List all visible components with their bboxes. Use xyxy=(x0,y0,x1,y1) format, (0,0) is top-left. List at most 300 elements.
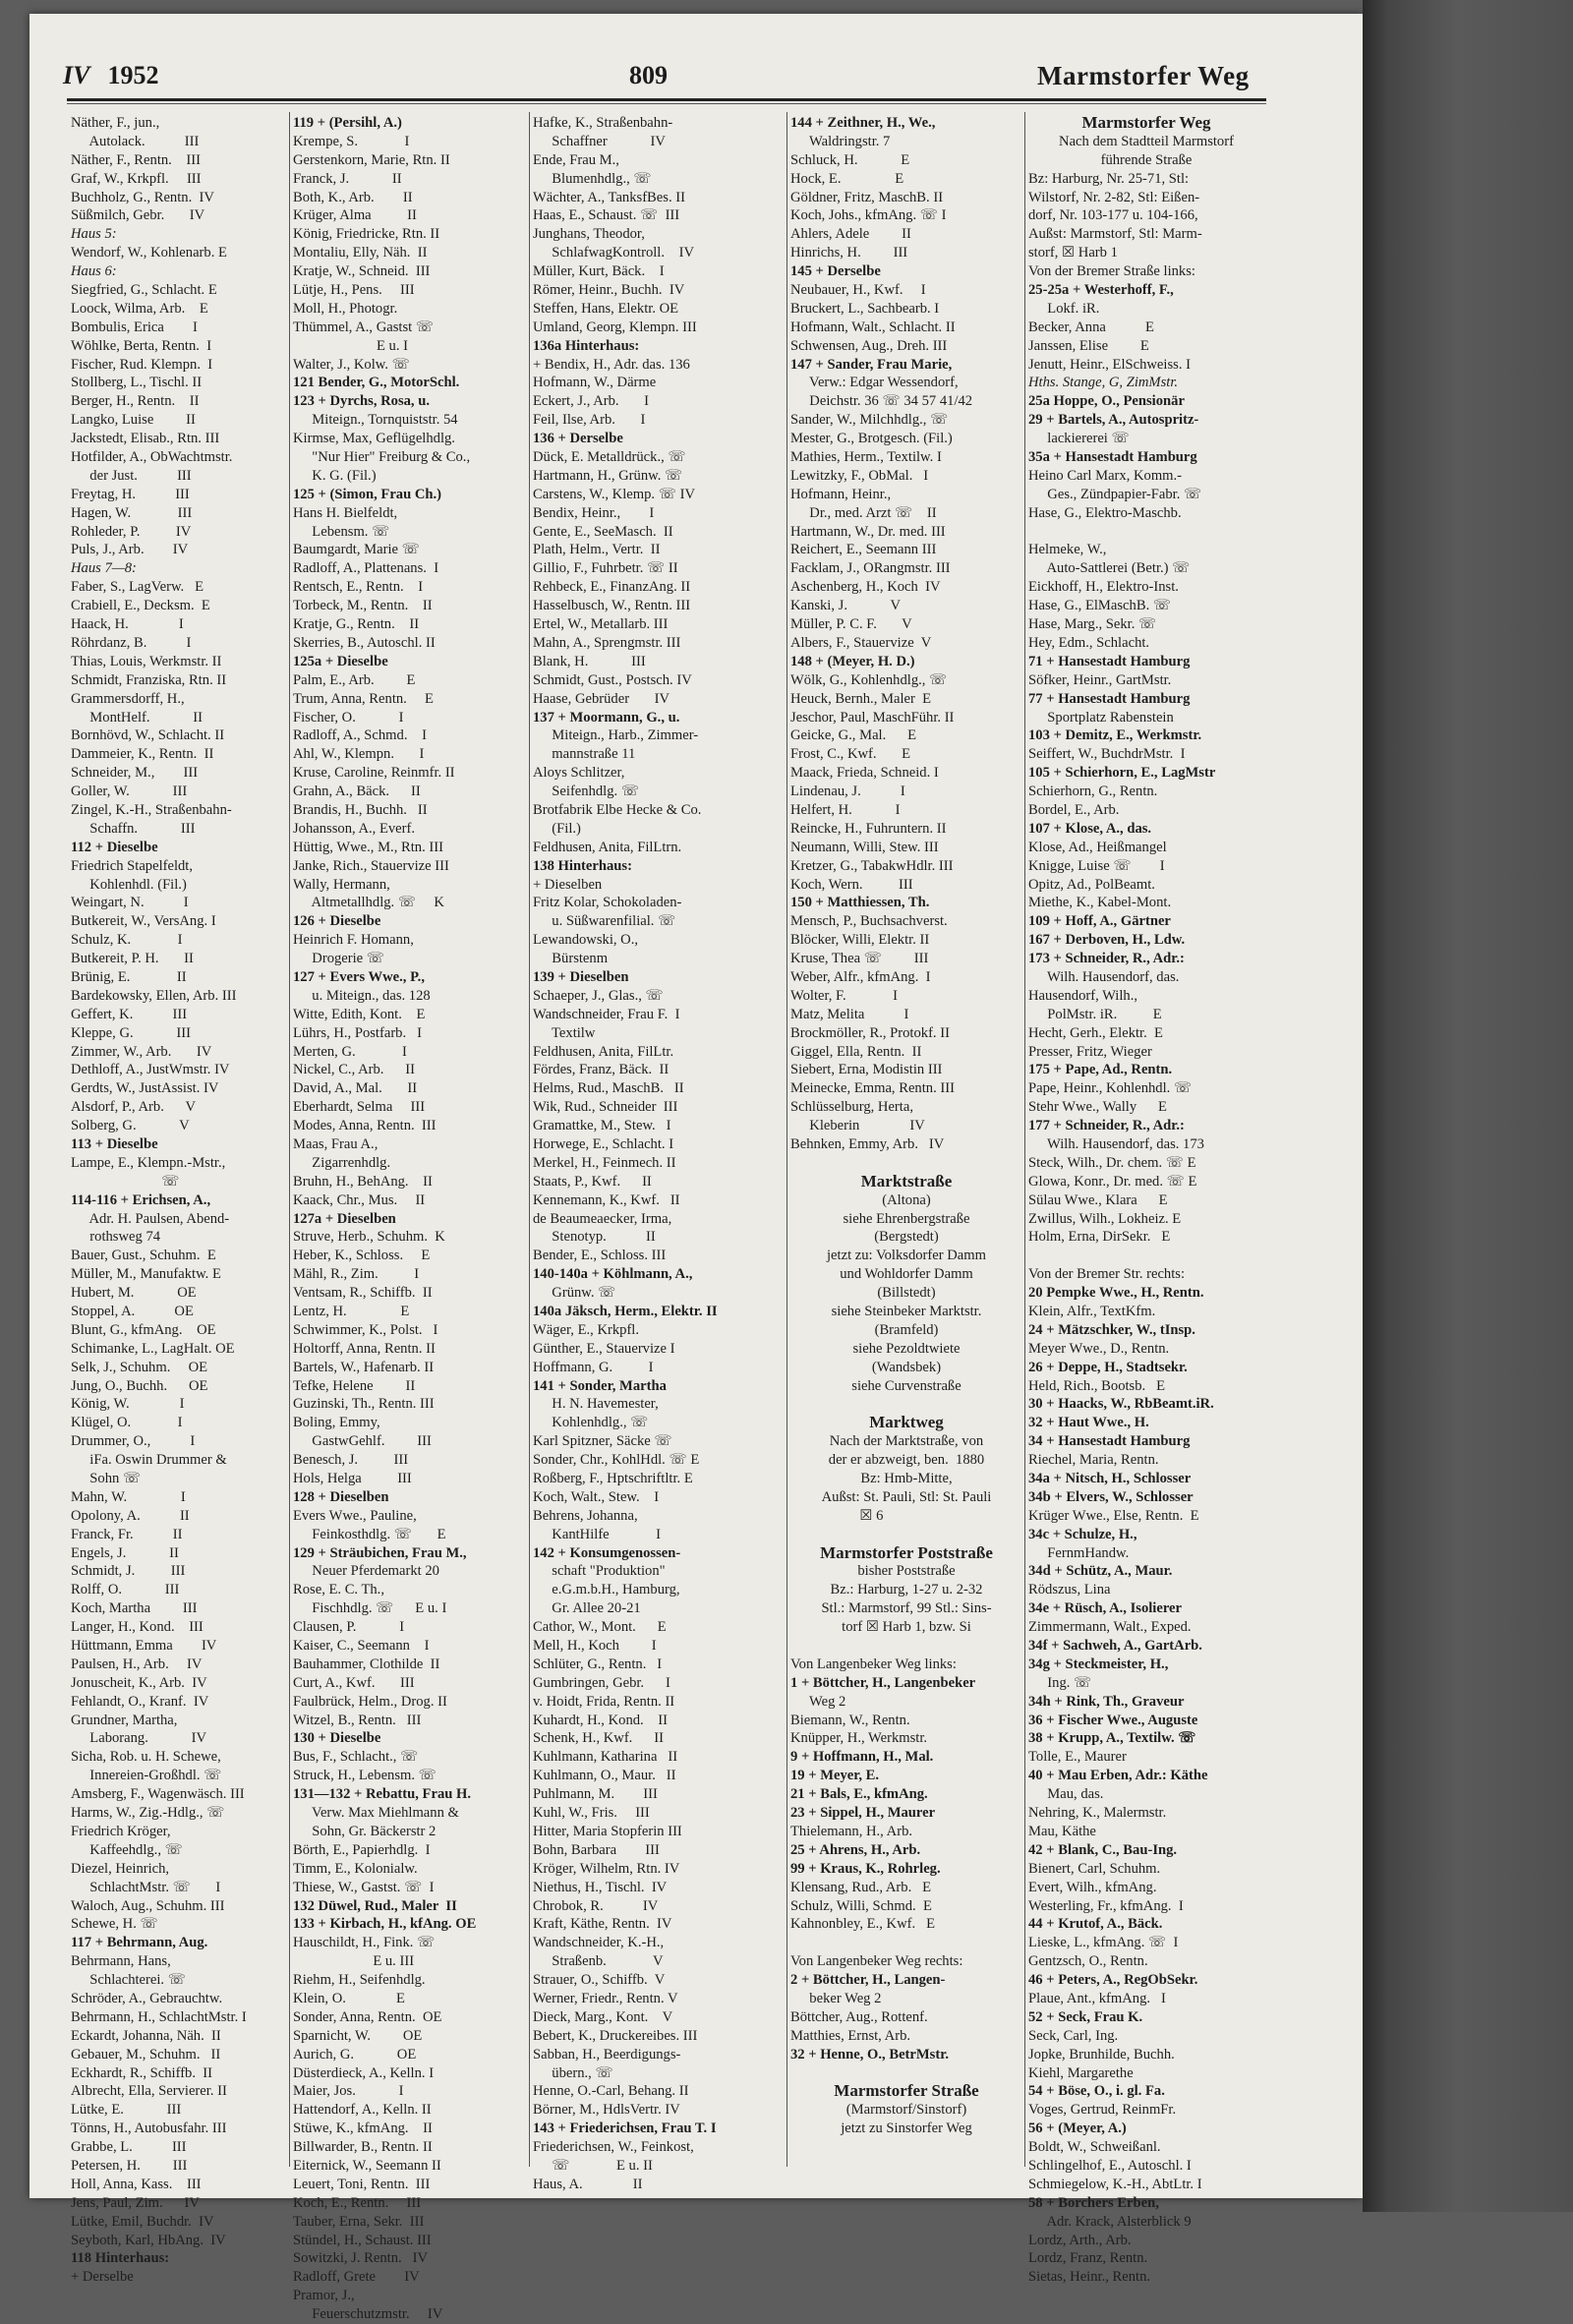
directory-line: Hofmann, W., Därme xyxy=(533,375,657,391)
directory-line: Modes, Anna, Rentn. III xyxy=(293,1118,437,1134)
directory-line: Schwensen, Aug., Dreh. III xyxy=(790,337,948,354)
directory-line: Paulsen, H., Arb. IV xyxy=(71,1656,203,1672)
directory-line: König, Friedricke, Rtn. II xyxy=(293,226,440,243)
directory-line: Janke, Rich., Stauervize III xyxy=(293,857,449,874)
directory-line: Hotfilder, A., ObWachtmstr. xyxy=(71,449,233,466)
directory-line: bisher Poststraße xyxy=(857,1563,956,1580)
directory-line: Engels, J. II xyxy=(71,1544,179,1561)
directory-line: Hols, Helga III xyxy=(293,1471,412,1487)
directory-line: Plath, Helm., Vertr. II xyxy=(533,542,661,558)
directory-line: Behnken, Emmy, Arb. IV xyxy=(790,1135,945,1152)
directory-line: 24 + Mätzschker, W., tInsp. xyxy=(1028,1321,1195,1338)
directory-line: Grabbe, L. III xyxy=(71,2139,187,2156)
directory-line: Evers Wwe., Pauline, xyxy=(293,1507,417,1524)
directory-line: 23 + Sippel, H., Maurer xyxy=(790,1805,936,1822)
directory-line: siehe Pezoldtwiete xyxy=(852,1340,961,1357)
directory-line: Haus 6: xyxy=(71,263,117,280)
directory-line: 54 + Böse, O., i. gl. Fa. xyxy=(1028,2083,1165,2100)
directory-line: Krüger, Alma II xyxy=(293,207,417,224)
directory-line: 175 + Pape, Ad., Rentn. xyxy=(1028,1062,1173,1078)
directory-line: Mahn, A., Sprengmstr. III xyxy=(533,634,681,651)
directory-line: Grundner, Martha, xyxy=(71,1712,178,1728)
directory-line: 173 + Schneider, R., Adr.: xyxy=(1028,951,1185,967)
directory-line: Sander, W., Milchhdlg., ☏ xyxy=(790,412,949,429)
directory-line: Grünw. ☏ xyxy=(545,1285,616,1302)
directory-line: 145 + Derselbe xyxy=(790,263,881,280)
directory-line: Geicke, G., Mal. E xyxy=(790,727,917,744)
directory-line: Berger, H., Rentn. II xyxy=(71,393,200,410)
directory-line: Thiese, W., Gastst. ☏ I xyxy=(293,1879,435,1895)
directory-line: Rehbeck, E., FinanzAng. II xyxy=(533,579,691,596)
directory-line: Bienert, Carl, Schuhm. xyxy=(1028,1860,1161,1877)
directory-line: Mähl, R., Zim. I xyxy=(293,1266,420,1283)
directory-line: Lieske, L., kfmAng. ☏ I xyxy=(1028,1935,1179,1951)
directory-line: Franck, Fr. II xyxy=(71,1526,183,1542)
directory-line: de Beaumeaecker, Irma, xyxy=(533,1210,672,1227)
directory-line: Fischer, Rud. Klempn. I xyxy=(71,356,213,373)
directory-line: K. G. (Fil.) xyxy=(305,467,377,484)
directory-line: Drummer, O., I xyxy=(71,1433,196,1450)
directory-line: Hans H. Bielfeldt, xyxy=(293,504,398,521)
directory-line: FernmHandw. xyxy=(1040,1544,1130,1561)
directory-line: 19 + Meyer, E. xyxy=(790,1768,880,1784)
directory-line: Eiternick, W., Seemann II xyxy=(293,2157,441,2174)
directory-line: Koch, E., Rentn. III xyxy=(293,2194,422,2211)
directory-line: Sohn ☏ xyxy=(83,1471,142,1487)
directory-line: e.G.m.b.H., Hamburg, xyxy=(545,1582,680,1598)
running-title: Marmstorfer Weg xyxy=(1037,61,1250,90)
directory-line: Weber, Alfr., kfmAng. I xyxy=(790,968,931,985)
column-4 xyxy=(790,114,1022,2174)
directory-line: Kleppe, G. III xyxy=(71,1024,191,1041)
directory-line: Gramattke, M., Stew. I xyxy=(533,1118,671,1134)
directory-line: Friederichsen, W., Feinkost, xyxy=(533,2139,694,2156)
directory-line: Düsterdieck, A., Kelln. I xyxy=(293,2064,435,2081)
directory-line: Hofmann, Heinr., xyxy=(790,486,892,502)
directory-line: lackiererei ☏ xyxy=(1040,431,1130,447)
directory-line: Pape, Heinr., Kohlenhdl. ☏ xyxy=(1028,1080,1193,1097)
directory-line: Montaliu, Elly, Näh. II xyxy=(293,245,428,261)
directory-line: Eickhoff, H., Elektro-Inst. xyxy=(1028,579,1179,596)
column-1 xyxy=(71,114,287,2286)
directory-line: der er abzweigt, ben. 1880 xyxy=(828,1452,985,1469)
directory-line: Wandschneider, K.-H., xyxy=(533,1935,665,1951)
directory-line: Mau, Käthe xyxy=(1028,1823,1096,1839)
directory-line: Ahlers, Adele II xyxy=(790,226,911,243)
directory-line: 167 + Derboven, H., Ldw. xyxy=(1028,932,1186,949)
directory-line: Klügel, O. I xyxy=(71,1415,183,1431)
directory-line: Schimanke, L., LagHalt. OE xyxy=(71,1340,235,1357)
directory-line: Außst: Marmstorf, Stl: Marm- xyxy=(1028,226,1202,243)
directory-line: Klose, Ad., Heißmangel xyxy=(1028,839,1167,855)
directory-line: 133 + Kirbach, H., kfAng. OE xyxy=(293,1916,477,1933)
directory-line: Feuerschutzmstr. IV xyxy=(305,2306,443,2323)
directory-line: Lampe, E., Klempn.-Mstr., xyxy=(71,1154,226,1171)
directory-line: Waloch, Aug., Schuhm. III xyxy=(71,1897,225,1914)
directory-line: ☏ xyxy=(83,1173,180,1190)
directory-line: 2 + Böttcher, H., Langen- xyxy=(790,1972,946,1989)
directory-line: Langer, H., Kond. III xyxy=(71,1619,204,1636)
directory-line: Benesch, J. III xyxy=(293,1452,409,1469)
directory-line: 140-140a + Köhlmann, A., xyxy=(533,1266,693,1283)
directory-line: Fritz Kolar, Schokoladen- xyxy=(533,895,682,911)
directory-line: Reincke, H., Fuhruntern. II xyxy=(790,820,947,837)
directory-line: 40 + Mau Erben, Adr.: Käthe xyxy=(1028,1768,1208,1784)
directory-line: KantHilfe I xyxy=(545,1526,661,1542)
directory-line: Bohn, Barbara III xyxy=(533,1841,660,1858)
directory-line: 136 + Derselbe xyxy=(533,431,623,447)
directory-line: Schewe, H. ☏ xyxy=(71,1916,158,1933)
directory-line: Nach dem Stadtteil Marmstorf xyxy=(1059,133,1234,149)
directory-line: 58 + Borchers Erben, xyxy=(1028,2194,1159,2211)
directory-line: Drogerie ☏ xyxy=(305,951,385,967)
directory-line: Nickel, C., Arb. II xyxy=(293,1062,416,1078)
directory-line: Knüpper, H., Werkmstr. xyxy=(790,1730,928,1747)
directory-line: 138 Hinterhaus: xyxy=(533,857,632,874)
directory-line: (Altona) xyxy=(882,1191,931,1208)
directory-line: Schröder, A., Gebrauchtw. xyxy=(71,1990,223,2006)
directory-line: Schneider, M., III xyxy=(71,765,199,782)
directory-line: Mahn, W. I xyxy=(71,1488,186,1505)
directory-line: Klein, Alfr., TextKfm. xyxy=(1028,1304,1156,1319)
directory-line: Moll, H., Photogr. xyxy=(293,300,398,317)
directory-line: Boldt, W., Schweißanl. xyxy=(1028,2139,1161,2156)
directory-line: v. Hoidt, Frida, Rentn. II xyxy=(533,1693,675,1710)
directory-line: Cathor, W., Mont. E xyxy=(533,1619,667,1636)
directory-line xyxy=(790,1637,1022,1656)
directory-line: Jeschor, Paul, MaschFühr. II xyxy=(790,709,955,726)
header-rule-thin xyxy=(67,103,1266,104)
directory-line: Sülau Wwe., Klara E xyxy=(1028,1191,1168,1208)
directory-line: 30 + Haacks, W., RbBeamt.iR. xyxy=(1028,1396,1214,1413)
directory-line: Ahl, W., Klempn. I xyxy=(293,746,425,763)
directory-line: 114-116 + Erichsen, A., xyxy=(71,1191,211,1208)
directory-line: Hock, E. E xyxy=(790,170,904,187)
directory-line: Helmeke, W., xyxy=(1028,542,1107,558)
directory-line: Strauer, O., Schiffb. V xyxy=(533,1972,666,1989)
directory-line: Thielemann, H., Arb. xyxy=(790,1823,913,1839)
directory-line: Witzel, B., Rentn. III xyxy=(293,1712,422,1728)
directory-line: Seiffert, W., BuchdrMstr. I xyxy=(1028,746,1186,763)
directory-line: Schlüter, G., Rentn. I xyxy=(533,1656,663,1672)
directory-line: 143 + Friederichsen, Frau T. I xyxy=(533,2121,717,2137)
page-number: 809 xyxy=(629,61,668,89)
directory-line: Marktweg xyxy=(869,1413,944,1432)
directory-line: Faulbrück, Helm., Drog. II xyxy=(293,1693,447,1710)
directory-line: Dammeier, K., Rentn. II xyxy=(71,746,214,763)
directory-line: Lokf. iR. xyxy=(1040,300,1100,317)
directory-line: Kirmse, Max, Geflügelhdlg. xyxy=(293,431,455,447)
directory-line: 123 + Dyrchs, Rosa, u. xyxy=(293,393,430,410)
directory-line: Kaiser, C., Seemann I xyxy=(293,1638,430,1655)
directory-line: Schulz, K. I xyxy=(71,932,183,949)
directory-line: Baumgardt, Marie ☏ xyxy=(293,542,420,558)
directory-line: 150 + Matthiessen, Th. xyxy=(790,895,930,911)
directory-line: Hartmann, W., Dr. med. III xyxy=(790,523,946,540)
directory-line: Fördes, Franz, Bäck. II xyxy=(533,1062,670,1078)
directory-line: Müller, Kurt, Bäck. I xyxy=(533,263,665,280)
directory-line: Seyboth, Karl, HbAng. IV xyxy=(71,2232,226,2248)
directory-line: Gumbringen, Gebr. I xyxy=(533,1674,670,1691)
directory-line: Sietas, Heinr., Rentn. xyxy=(1028,2269,1151,2286)
directory-line: Siebert, Erna, Modistin III xyxy=(790,1062,943,1078)
directory-line: Wik, Rud., Schneider III xyxy=(533,1099,678,1116)
directory-line: Schenk, H., Kwf. II xyxy=(533,1730,664,1747)
directory-line: Jonuscheit, K., Arb. IV xyxy=(71,1674,207,1691)
directory-line: Zwillus, Wilh., Lokheiz. E xyxy=(1028,1210,1182,1227)
directory-line: siehe Steinbeker Marktstr. xyxy=(831,1304,982,1319)
directory-line: Textilw xyxy=(545,1024,596,1041)
directory-line: 56 + (Meyer, A.) xyxy=(1028,2121,1127,2137)
directory-line: Roßberg, F., Hptschriftltr. E xyxy=(533,1471,693,1487)
directory-line: Stoppel, A. OE xyxy=(71,1304,194,1319)
directory-line: + Dieselben xyxy=(533,876,603,893)
directory-line: (Marmstorf/Sinstorf) xyxy=(845,2102,967,2119)
directory-line: MontHelf. II xyxy=(83,709,204,726)
directory-line: Amsberg, F., Wagenwäsch. III xyxy=(71,1786,245,1803)
directory-line: Lütke, E. III xyxy=(71,2102,182,2119)
directory-line: Waldringstr. 7 xyxy=(802,133,891,149)
directory-line: Fischhdlg. ☏ E u. I xyxy=(305,1600,447,1617)
directory-line: E u. I xyxy=(305,337,408,354)
directory-line: Klensang, Rud., Arb. E xyxy=(790,1879,932,1895)
directory-line: (Billstedt) xyxy=(877,1285,936,1302)
directory-line: Neuer Pferdemarkt 20 xyxy=(305,1563,439,1580)
directory-line: Schlachterei. ☏ xyxy=(83,1972,186,1989)
directory-line: Voges, Gertrud, ReinmFr. xyxy=(1028,2102,1177,2119)
directory-line: 26 + Deppe, H., Stadtsekr. xyxy=(1028,1359,1188,1375)
directory-line: Blank, H. III xyxy=(533,653,646,669)
directory-line: Behrmann, Hans, xyxy=(71,1953,171,1970)
column-divider xyxy=(1024,112,1025,2167)
directory-line: Nach der Marktstraße, von xyxy=(829,1433,984,1450)
directory-line: Zimmer, W., Arb. IV xyxy=(71,1043,212,1060)
directory-line: 9 + Hoffmann, H., Mal. xyxy=(790,1749,934,1766)
directory-line: + Bendix, H., Adr. das. 136 xyxy=(533,356,690,373)
directory-line: Schmiegelow, K.-H., AbtLtr. I xyxy=(1028,2176,1202,2192)
directory-line: 125a + Dieselbe xyxy=(293,653,388,669)
directory-line: Söfker, Heinr., GartMstr. xyxy=(1028,671,1172,688)
directory-line: Tauber, Erna, Sekr. III xyxy=(293,2213,425,2230)
directory-line: Stollberg, L., Tischl. II xyxy=(71,375,203,391)
directory-line: Schulz, Willi, Schmd. E xyxy=(790,1897,932,1914)
directory-line: Näther, F., jun., xyxy=(71,115,160,131)
directory-line: Gebauer, M., Schuhm. II xyxy=(71,2046,221,2063)
directory-line: Torbeck, M., Rentn. II xyxy=(293,598,433,614)
directory-line: der Just. III xyxy=(83,467,192,484)
directory-line: Merkel, H., Feinmech. II xyxy=(533,1154,676,1171)
directory-line: Böttcher, Aug., Rottenf. xyxy=(790,2008,928,2025)
directory-line xyxy=(790,1395,1022,1414)
directory-line: mannstraße 11 xyxy=(545,746,636,763)
directory-line: Kuhardt, H., Kond. II xyxy=(533,1712,668,1728)
directory-line: Plaue, Ant., kfmAng. I xyxy=(1028,1990,1166,2006)
directory-line: Außst: St. Pauli, Stl: St. Pauli xyxy=(821,1488,992,1505)
column-divider xyxy=(786,112,787,2167)
directory-line: Lebensm. ☏ xyxy=(305,523,390,540)
directory-line: Günther, E., Stauervize I xyxy=(533,1340,675,1357)
directory-line: Henne, O.-Carl, Behang. II xyxy=(533,2083,689,2100)
directory-line: Wölk, G., Kohlenhdlg., ☏ xyxy=(790,671,948,688)
directory-line: Rose, E. C. Th., xyxy=(293,1582,384,1598)
directory-line: 147 + Sander, Frau Marie, xyxy=(790,356,953,373)
directory-line: Radloff, A., Plattenans. I xyxy=(293,560,439,577)
directory-line: Bauhammer, Clothilde II xyxy=(293,1656,440,1672)
directory-line: David, A., Mal. II xyxy=(293,1080,418,1097)
directory-line: 52 + Seck, Frau K. xyxy=(1028,2008,1143,2025)
directory-line: 126 + Dieselbe xyxy=(293,913,381,930)
directory-line: jetzt zu: Volksdorfer Damm xyxy=(827,1248,986,1264)
directory-line: Laborang. IV xyxy=(83,1730,207,1747)
directory-line: Koch, Wern. III xyxy=(790,876,913,893)
directory-line: Wandschneider, Frau F. I xyxy=(533,1006,680,1022)
directory-line: 32 + Henne, O., BetrMstr. xyxy=(790,2046,949,2063)
directory-line: Mau, das. xyxy=(1040,1786,1104,1803)
directory-line: Sparnicht, W. OE xyxy=(293,2027,423,2044)
directory-line: Ing. ☏ xyxy=(1040,1674,1092,1691)
directory-line: Struve, Herb., Schuhm. K xyxy=(293,1229,445,1246)
directory-line: Lindenau, J. I xyxy=(790,784,905,800)
directory-line: Puhlmann, M. III xyxy=(533,1786,658,1803)
directory-line: Pramor, J., xyxy=(293,2288,355,2304)
directory-line: Stüwe, K., kfmAng. II xyxy=(293,2121,433,2137)
directory-line: Bauer, Gust., Schuhm. E xyxy=(71,1248,216,1264)
directory-line: 99 + Kraus, K., Rohrleg. xyxy=(790,1860,941,1877)
directory-line: Brockmöller, R., Protokf. II xyxy=(790,1024,950,1041)
directory-line: Albrecht, Ella, Servierer. II xyxy=(71,2083,227,2100)
directory-line: Wächter, A., TanksfBes. II xyxy=(533,189,685,205)
directory-line: Bz: Hmb-Mitte, xyxy=(860,1471,953,1487)
directory-line: dorf, Nr. 103-177 u. 104-166, xyxy=(1028,207,1198,224)
directory-line: Meyer Wwe., D., Rentn. xyxy=(1028,1340,1170,1357)
directory-line: Siegfried, G., Schlacht. E xyxy=(71,282,217,299)
directory-line: Marktstraße xyxy=(860,1171,953,1191)
directory-line: Stl.: Marmstorf, 99 Stl.: Sins- xyxy=(821,1600,992,1617)
directory-line: Maack, Frieda, Schneid. I xyxy=(790,765,939,782)
directory-line: Hausendorf, Wilh., xyxy=(1028,987,1138,1004)
directory-line: 34a + Nitsch, H., Schlosser xyxy=(1028,1471,1192,1487)
directory-line: Hauschildt, H., Fink. ☏ xyxy=(293,1935,436,1951)
directory-line: Kratje, G., Rentn. II xyxy=(293,616,420,633)
directory-line: Wilh. Hausendorf, das. xyxy=(1040,968,1180,985)
directory-line: Adr. Krack, Alsterblick 9 xyxy=(1040,2213,1192,2230)
directory-line: Radloff, A., Schmd. I xyxy=(293,727,427,744)
directory-line: torf ☒ Harb 1, bzw. Si xyxy=(842,1619,971,1636)
directory-line: Ventsam, R., Schiffb. II xyxy=(293,1285,433,1302)
directory-line: 148 + (Meyer, H. D.) xyxy=(790,653,915,669)
directory-line: Altmetallhdlg. ☏ K xyxy=(305,895,444,911)
directory-line: Struck, H., Lebensm. ☏ xyxy=(293,1768,437,1784)
directory-line: Straßenb. V xyxy=(545,1953,664,1970)
directory-line: Carstens, W., Klemp. ☏ IV xyxy=(533,486,695,502)
directory-line: Behrens, Johanna, xyxy=(533,1507,638,1524)
directory-line: Fehlandt, O., Kranf. IV xyxy=(71,1693,209,1710)
directory-line: Rentsch, E., Rentn. I xyxy=(293,579,424,596)
directory-line: Hattendorf, A., Kelln. II xyxy=(293,2102,432,2119)
directory-line: Tönns, H., Autobusfahr. III xyxy=(71,2121,227,2137)
directory-line: Brotfabrik Elbe Hecke & Co. xyxy=(533,801,702,818)
directory-line: Lewandowski, O., xyxy=(533,932,639,949)
directory-line: Kennemann, K., Kwf. II xyxy=(533,1191,680,1208)
directory-line: Hüttmann, Emma IV xyxy=(71,1638,217,1655)
directory-line: Holtorff, Anna, Rentn. II xyxy=(293,1340,436,1357)
directory-line: Miteign., Harb., Zimmer- xyxy=(545,727,699,744)
directory-line: Kuhlmann, O., Maur. II xyxy=(533,1768,676,1784)
directory-line: Billwarder, B., Rentn. II xyxy=(293,2139,433,2156)
directory-line: Kohlenhdlg., ☏ xyxy=(545,1415,649,1431)
directory-line: 144 + Zeithner, H., We., xyxy=(790,115,936,131)
directory-line: Aschenberg, H., Koch IV xyxy=(790,579,941,596)
directory-line: Verw. Max Miehlmann & xyxy=(305,1805,459,1822)
directory-line: Hoffmann, G. I xyxy=(533,1359,654,1375)
directory-line: Karl Spitzner, Säcke ☏ xyxy=(533,1433,672,1450)
directory-line: Schluck, H. E xyxy=(790,151,910,168)
directory-line: Zingel, K.-H., Straßenbahn- xyxy=(71,801,232,818)
directory-line: 36 + Fischer Wwe., Auguste xyxy=(1028,1712,1198,1728)
directory-line: Göldner, Fritz, MaschB. II xyxy=(790,189,944,205)
directory-line: Hasselbusch, W., Rentn. III xyxy=(533,598,691,614)
directory-line: Dück, E. Metalldrück., ☏ xyxy=(533,449,686,466)
directory-line: Thümmel, A., Gastst ☏ xyxy=(293,319,435,335)
directory-line: Meinecke, Emma, Rentn. III xyxy=(790,1080,955,1097)
directory-line: 25-25a + Westerhoff, F., xyxy=(1028,282,1174,299)
directory-line: Helfert, H. I xyxy=(790,801,901,818)
directory-line: Haus, A. II xyxy=(533,2176,643,2192)
directory-line: Rohleder, P. IV xyxy=(71,523,192,540)
directory-line: Kanski, J. V xyxy=(790,598,902,614)
directory-line: 112 + Dieselbe xyxy=(71,839,158,855)
directory-line: Graf, W., Krkpfl. III xyxy=(71,170,202,187)
directory-line: Heber, K., Schloss. E xyxy=(293,1248,431,1264)
directory-line: 117 + Behrmann, Aug. xyxy=(71,1935,208,1951)
directory-line: Faber, S., LagVerw. E xyxy=(71,579,204,596)
directory-line: Tefke, Helene II xyxy=(293,1377,416,1394)
page-header-left xyxy=(63,61,158,90)
directory-line: 34d + Schütz, A., Maur. xyxy=(1028,1563,1173,1580)
directory-line: Kiehl, Margarethe xyxy=(1028,2064,1134,2081)
directory-line: Koch, Johs., kfmAng. ☏ I xyxy=(790,207,947,224)
directory-line: 34h + Rink, Th., Graveur xyxy=(1028,1693,1185,1710)
directory-line: 20 Pempke Wwe., H., Rentn. xyxy=(1028,1285,1204,1302)
directory-line: PolMstr. iR. E xyxy=(1040,1006,1162,1022)
directory-line: Jens, Paul, Zim. IV xyxy=(71,2194,200,2211)
directory-line: Hase, G., ElMaschB. ☏ xyxy=(1028,598,1172,614)
column-3 xyxy=(533,114,785,2192)
directory-line: Selk, J., Schuhm. OE xyxy=(71,1359,208,1375)
directory-line: Witte, Edith, Kont. E xyxy=(293,1006,426,1022)
directory-line: Bendix, Heinr., I xyxy=(533,504,655,521)
directory-line: Hey, Edm., Schlacht. xyxy=(1028,634,1150,651)
directory-line: Müller, P. C. F. V xyxy=(790,616,912,633)
directory-line: Facklam, J., ORangmstr. III xyxy=(790,560,951,577)
directory-line: Sportplatz Rabenstein xyxy=(1040,709,1174,726)
directory-line: Römer, Heinr., Buchh. IV xyxy=(533,282,685,299)
directory-line: 34c + Schulze, H., xyxy=(1028,1526,1137,1542)
directory-line: Fischer, O. I xyxy=(293,709,404,726)
directory-line: Mensch, P., Buchsachverst. xyxy=(790,913,948,930)
directory-line: 142 + Konsumgenossen- xyxy=(533,1544,681,1561)
directory-line: Holm, Erna, DirSekr. E xyxy=(1028,1229,1171,1246)
directory-line: Trum, Anna, Rentn. E xyxy=(293,690,434,707)
directory-line: 34g + Steckmeister, H., xyxy=(1028,1656,1169,1672)
directory-line: Hubert, M. OE xyxy=(71,1285,197,1302)
directory-line: führende Straße xyxy=(1100,151,1193,168)
directory-line xyxy=(790,1154,1022,1173)
directory-line: Friedrich Kröger, xyxy=(71,1823,171,1839)
directory-line: (Fil.) xyxy=(545,820,581,837)
directory-line: Kretzer, G., TabakwHdlr. III xyxy=(790,857,954,874)
directory-line: Albers, F., Stauervize V xyxy=(790,634,932,651)
